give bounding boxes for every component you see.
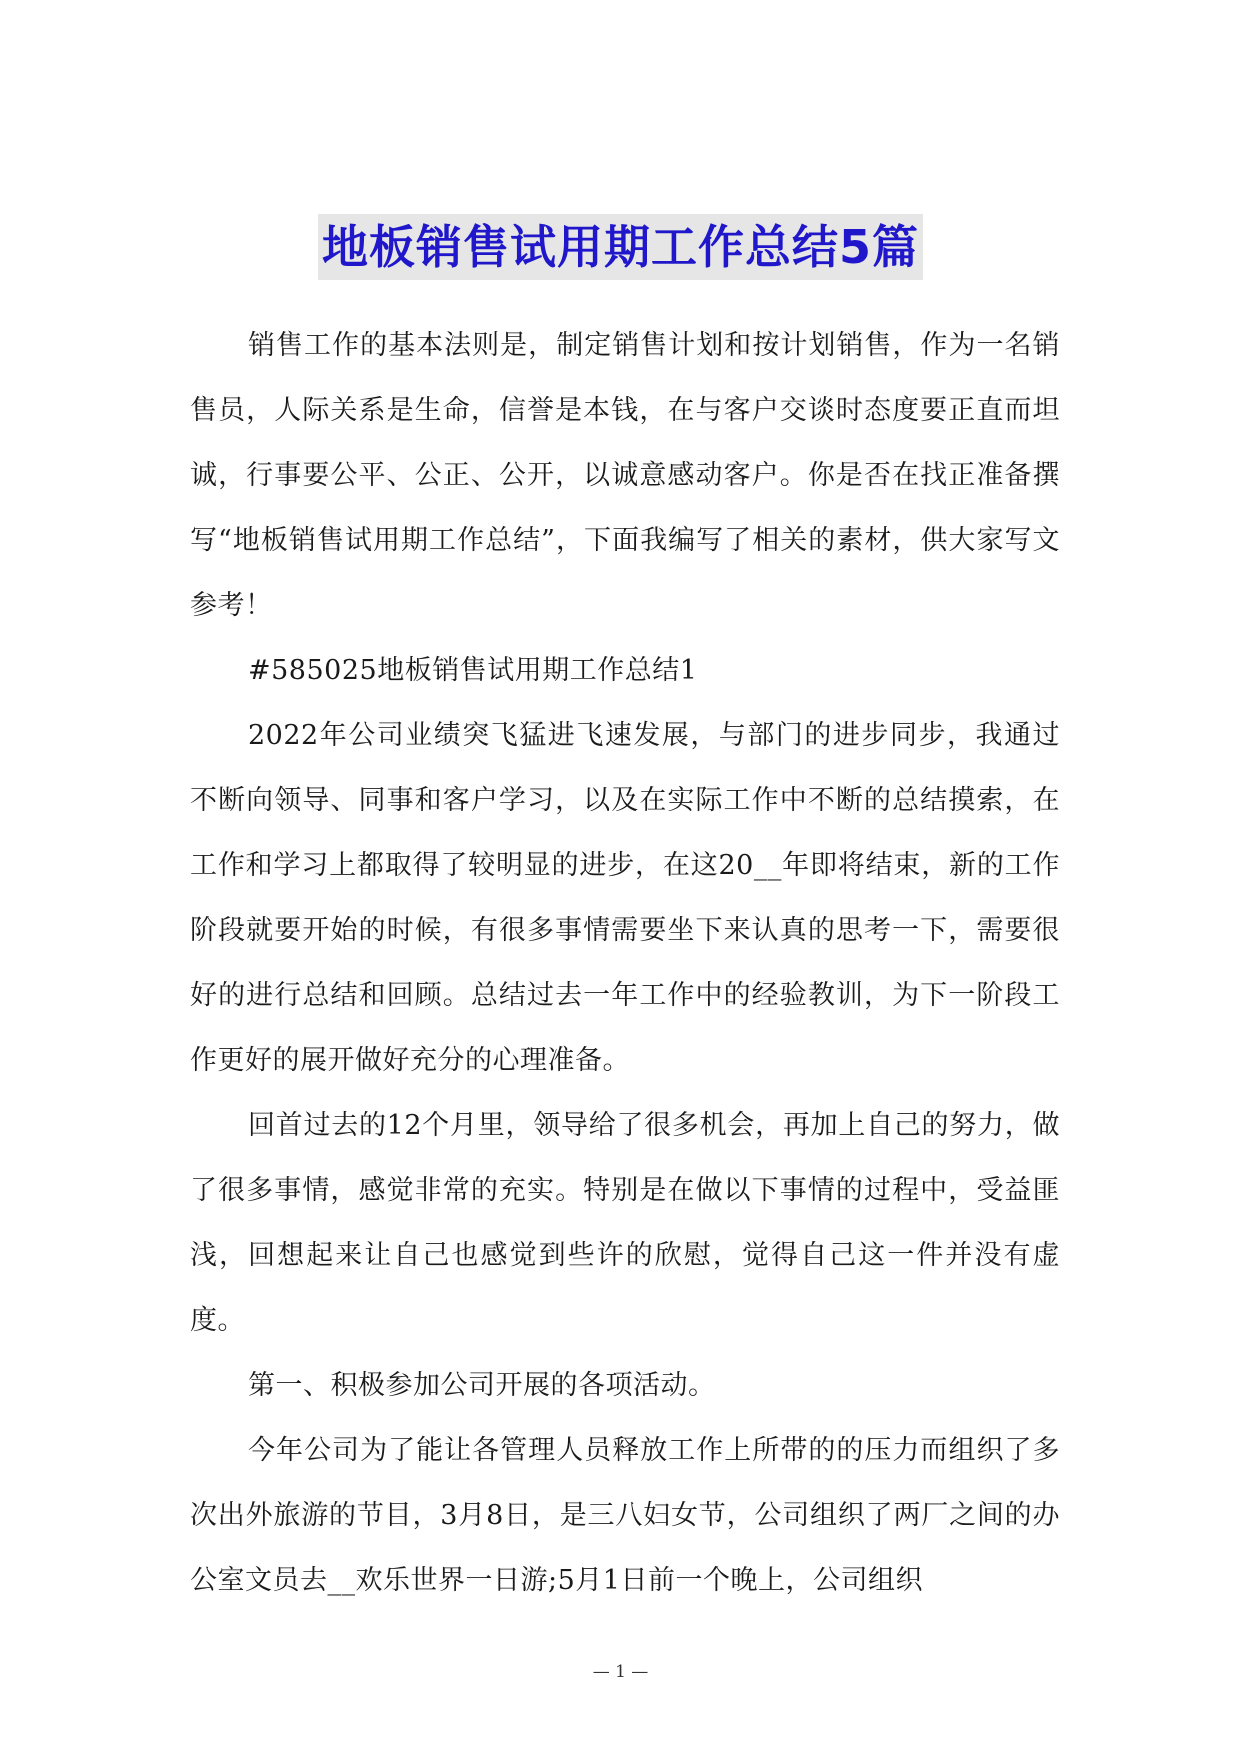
body-paragraph: 2022年公司业绩突飞猛进飞速发展，与部门的进步同步，我通过不断向领导、同事和客户学习，以及在实际工作中不断的总结摸索，在工作和学习上都取得了较明显的进步，在这20__年即将结束，新的工作阶段就要开始的时候，有很多事情需要坐下来认真的思考一下，需要很好的进行总结和回顾。总结过去一年工作中的经验教训，为下一阶段工作更好的展开做好充分的心理准备。 <box>190 720 1060 1076</box>
body-paragraph: 今年公司为了能让各管理人员释放工作上所带的的压力而组织了多次出外旅游的节目，3月8日，是三八妇女节，公司组织了两厂之间的办公室文员去__欢乐世界一日游;5月1日前一个晚上，公司组织 <box>190 1435 1060 1596</box>
title-container <box>0 214 1241 280</box>
page-number: — 1 — <box>592 1662 649 1682</box>
document-body <box>190 313 1060 1613</box>
body-paragraph: 回首过去的12个月里，领导给了很多机会，再加上自己的努力，做了很多事情，感觉非常的充实。特别是在做以下事情的过程中，受益匪浅，回想起来让自己也感觉到些许的欣慰，觉得自己这一件并没有虚度。 <box>190 1110 1060 1336</box>
document-title: 地板销售试用期工作总结5篇 <box>318 214 923 280</box>
intro-paragraph: 销售工作的基本法则是，制定销售计划和按计划销售，作为一名销售员，人际关系是生命，信誉是本钱，在与客户交谈时态度要正直而坦诚，行事要公平、公正、公开，以诚意感动客户。你是否在找正准备撰写“地板销售试用期工作总结”，下面我编写了相关的素材，供大家写文参考！ <box>190 330 1060 621</box>
section-heading: #585025地板销售试用期工作总结1 <box>248 655 698 686</box>
subheading-paragraph: 第一、积极参加公司开展的各项活动。 <box>248 1370 716 1401</box>
